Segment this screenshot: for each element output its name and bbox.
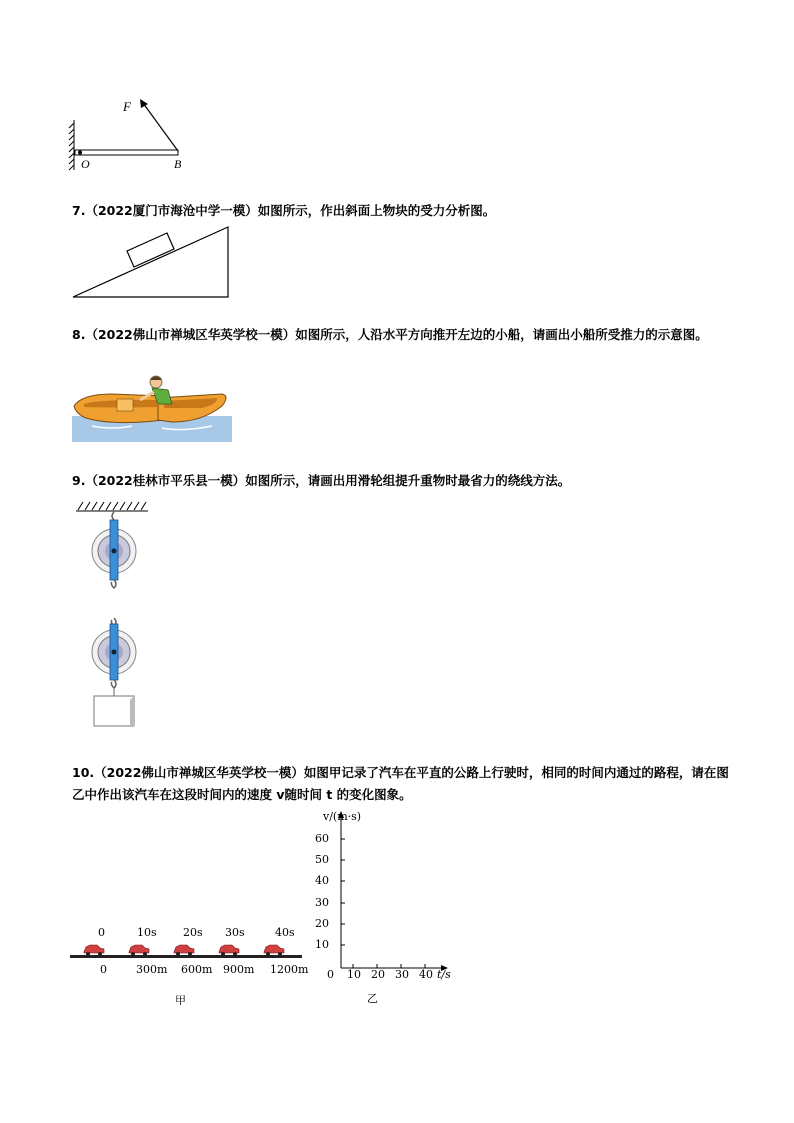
time-label: 0 — [98, 926, 105, 939]
y-tick-label: 50 — [315, 853, 329, 866]
x-tick-label: 40 — [419, 968, 433, 981]
weight-block — [94, 696, 134, 726]
weight-block-shade — [130, 696, 134, 726]
road-line — [70, 955, 302, 958]
y-tick-label: 20 — [315, 917, 329, 930]
car — [219, 945, 239, 956]
boat-figure — [72, 374, 232, 442]
x-tick-label: 30 — [395, 968, 409, 981]
distance-label: 600m — [181, 963, 213, 976]
car — [264, 945, 284, 956]
boat-seat — [117, 399, 133, 411]
axes — [305, 808, 465, 978]
figure-caption: 乙 — [367, 992, 378, 1005]
lever-bar — [75, 150, 178, 155]
movable-pulley — [92, 618, 136, 696]
wall-hatching — [69, 120, 74, 170]
car — [174, 945, 194, 956]
time-label: 20s — [183, 926, 203, 939]
y-tick-label: 60 — [315, 832, 329, 845]
question-8: 8.（2022佛山市禅城区华英学校一模）如图所示，人沿水平方向推开左边的小船，请画出小船所受推力的示意图。 — [72, 327, 708, 342]
road-figure — [70, 922, 309, 1012]
pulley-figure — [72, 500, 162, 730]
lever-figure — [60, 95, 200, 175]
graph-figure — [305, 808, 465, 1008]
arrow-head — [140, 99, 148, 108]
distance-label: 1200m — [270, 963, 309, 976]
y-tick-label: 30 — [315, 896, 329, 909]
pivot-label: O — [81, 157, 90, 171]
distance-label: 0 — [100, 963, 107, 976]
distance-label: 900m — [223, 963, 255, 976]
fixed-pulley — [92, 512, 136, 588]
question-7: 7.（2022厦门市海沧中学一模）如图所示，作出斜面上物块的受力分析图。 — [72, 203, 496, 218]
x-tick-label: 0 — [327, 968, 334, 981]
question-9: 9.（2022桂林市平乐县一模）如图所示，请画出用滑轮组提升重物时最省力的绕线方法。 — [72, 473, 571, 488]
end-label: B — [174, 157, 182, 171]
car — [129, 945, 149, 956]
y-tick-label: 10 — [315, 938, 329, 951]
pivot-point — [78, 151, 82, 155]
x-tick-label: 10 — [347, 968, 361, 981]
question-10: 10.（2022佛山市禅城区华英学校一模）如图甲记录了汽车在平直的公路上行驶时，相同的时间内通过的路程，请在图乙中作出该汽车在这段时间内的速度 v随时间 t 的变化图象。 — [72, 765, 729, 802]
y-tick-label: 40 — [315, 874, 329, 887]
time-label: 30s — [225, 926, 245, 939]
person-hair — [150, 377, 162, 381]
force-label: F — [123, 99, 131, 114]
x-tick-label: 20 — [371, 968, 385, 981]
time-label: 10s — [137, 926, 157, 939]
distance-label: 300m — [136, 963, 168, 976]
ceiling-hatching — [76, 502, 148, 511]
car — [84, 945, 104, 956]
x-axis-label: t/s — [437, 968, 451, 981]
y-axis-label: v/(m·s) — [323, 810, 362, 823]
incline-figure — [70, 224, 235, 300]
incline — [73, 227, 228, 297]
time-label: 40s — [275, 926, 295, 939]
figure-caption: 甲 — [175, 994, 186, 1007]
force-arrow — [143, 103, 178, 151]
